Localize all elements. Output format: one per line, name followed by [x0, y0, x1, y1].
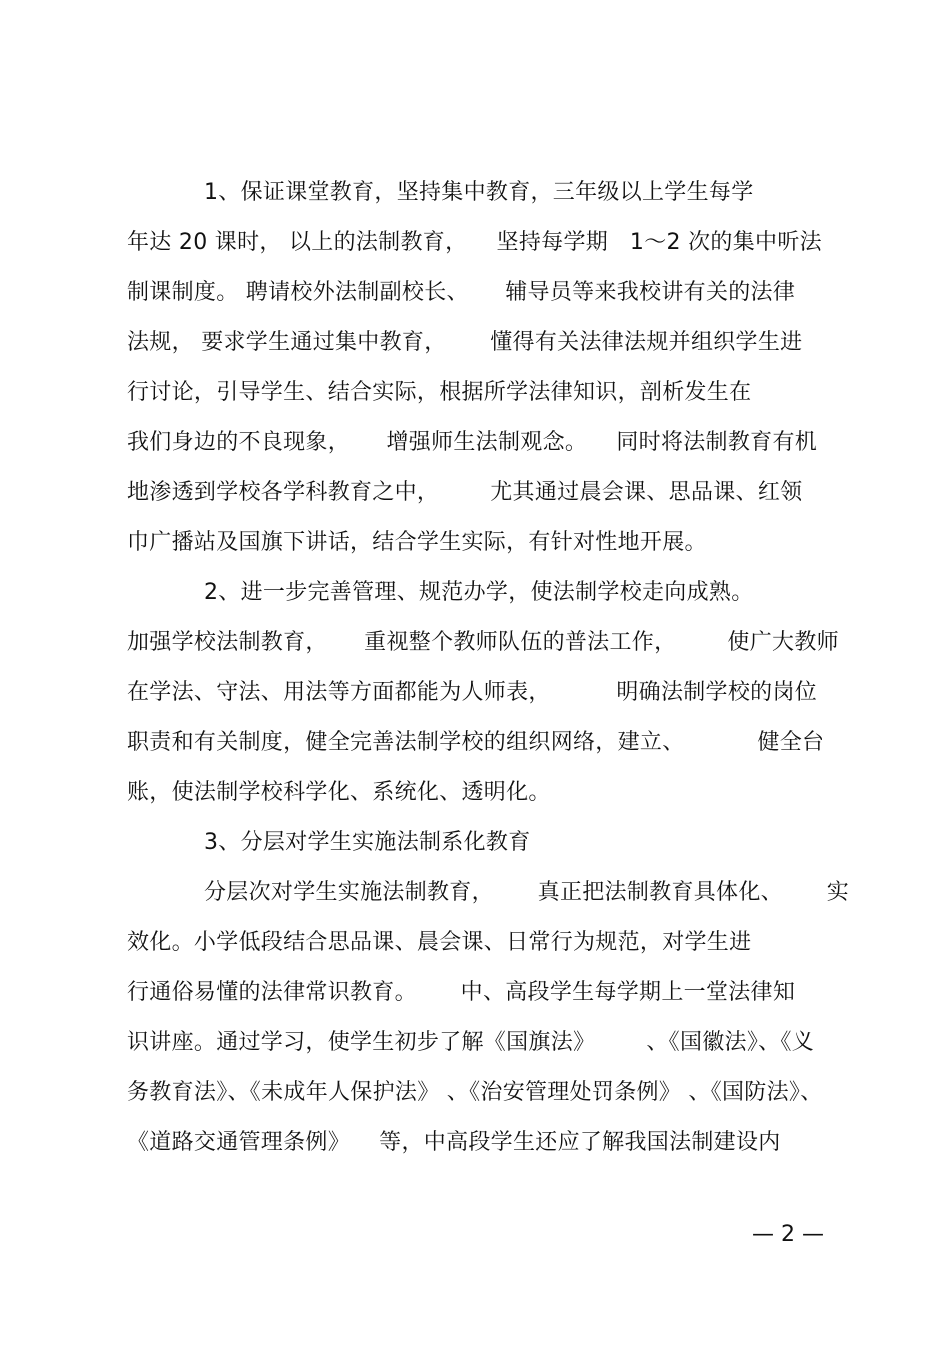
text-line: 地渗透到学校各学科教育之中， 尤其通过晨会课、思品课、红领: [127, 480, 803, 505]
text-line: 年达 20 课时， 以上的法制教育， 坚持每学期 1～2 次的集中听法: [127, 230, 822, 255]
text-line: 2、进一步完善管理、规范办学，使法制学校走向成熟。: [204, 580, 754, 605]
page-number: — 2 —: [752, 1222, 824, 1247]
text-line: 1、保证课堂教育，坚持集中教育，三年级以上学生每学: [204, 180, 754, 205]
text-line: 职责和有关制度，健全完善法制学校的组织网络，建立、 健全台: [127, 730, 825, 755]
text-line: 制课制度。 聘请校外法制副校长、 辅导员等来我校讲有关的法律: [127, 280, 796, 305]
text-line: 我们身边的不良现象， 增强师生法制观念。 同时将法制教育有机: [127, 430, 818, 455]
text-line: 分层次对学生实施法制教育， 真正把法制教育具体化、 实: [204, 880, 850, 905]
text-line: 巾广播站及国旗下讲话，结合学生实际，有针对性地开展。: [127, 530, 707, 555]
text-line: 账，使法制学校科学化、系统化、透明化。: [127, 780, 551, 805]
text-line: 3、分层对学生实施法制系化教育: [204, 830, 531, 855]
text-line: 识讲座。通过学习，使学生初步了解《国旗法》 、《国徽法》、《义: [127, 1030, 815, 1055]
text-line: 效化。小学低段结合思品课、晨会课、日常行为规范，对学生进: [127, 930, 752, 955]
text-line: 在学法、守法、用法等方面都能为人师表， 明确法制学校的岗位: [127, 680, 818, 705]
text-line: 行通俗易懂的法律常识教育。 中、高段学生每学期上一堂法律知: [127, 980, 796, 1005]
text-line: 法规， 要求学生通过集中教育， 懂得有关法律法规并组织学生进: [127, 330, 803, 355]
text-line: 务教育法》、《未成年人保护法》 、《治安管理处罚条例》 、《国防法》、: [127, 1080, 823, 1105]
text-line: 加强学校法制教育， 重视整个教师队伍的普法工作， 使广大教师: [127, 630, 839, 655]
text-line: 《道路交通管理条例》 等，中高段学生还应了解我国法制建设内: [127, 1130, 781, 1155]
text-line: 行讨论，引导学生、结合实际，根据所学法律知识，剖析发生在: [127, 380, 752, 405]
